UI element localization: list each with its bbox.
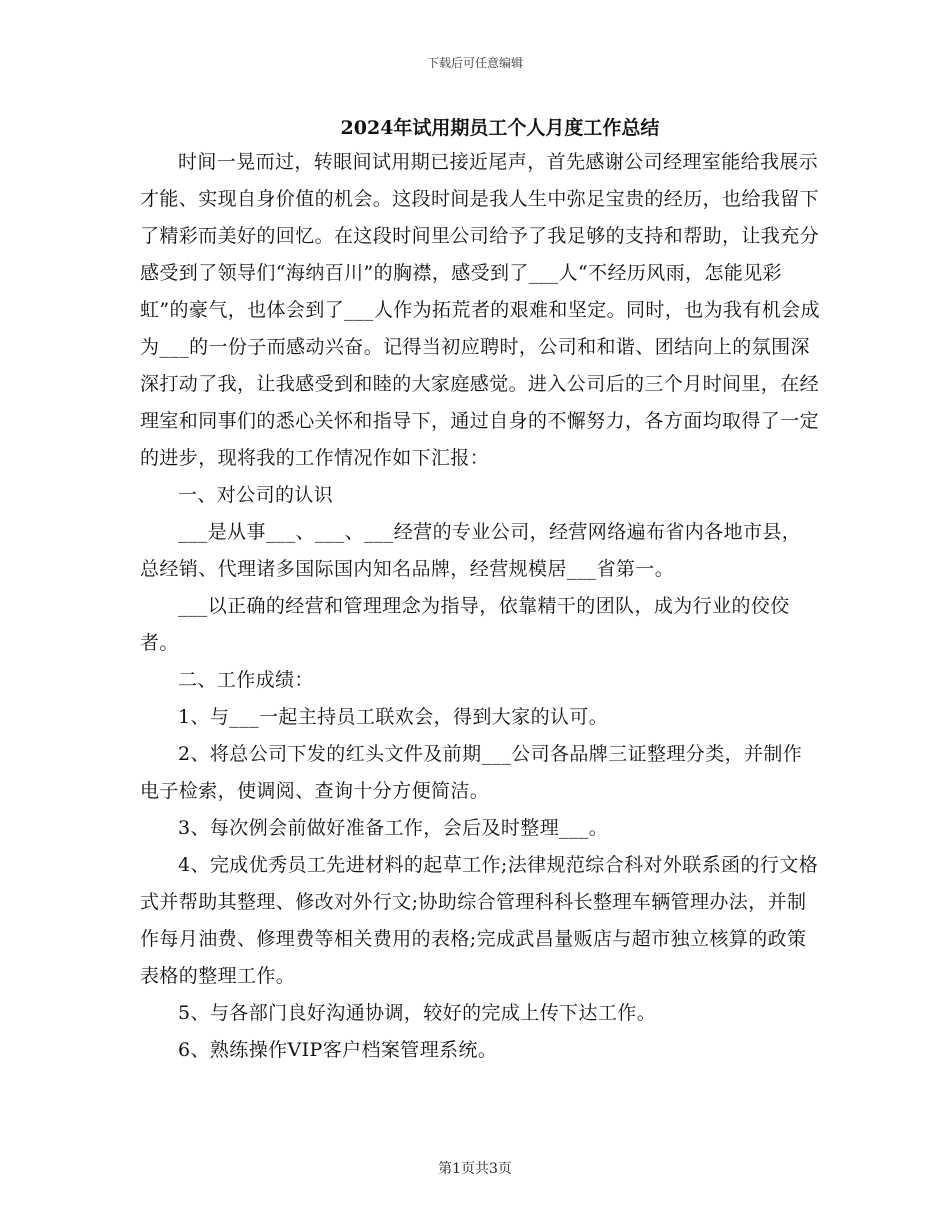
- achievement-item: 6、熟练操作VIP客户档案管理系统。: [178, 1039, 498, 1061]
- download-note: 下载后可任意编辑: [426, 56, 523, 70]
- achievement-item: 4、完成优秀员工先进材料的起草工作;法律规范综合科对外联系函的行文格式并帮助其整理、修改对外行文;协助综合管理科科长整理车辆管理办法，并制作每月油费、修理费等相关费用的表格;完成武昌量贩店与超市独立核算的政策表格的整理工作。: [140, 854, 819, 987]
- achievement-item: 2、将总公司下发的红头文件及前期___公司各品牌三证整理分类，并制作电子检索，使调阅、查询十分方便简洁。: [140, 743, 803, 802]
- achievement-item: 1、与___一起主持员工联欢会，得到大家的认可。: [178, 706, 609, 728]
- document-body: [140, 144, 820, 1069]
- achievement-item: 5、与各部门良好沟通协调，较好的完成上传下达工作。: [178, 1002, 657, 1024]
- section-heading-company: 一、对公司的认识: [178, 484, 334, 506]
- company-philosophy-paragraph: ___以正确的经营和管理理念为指导，依靠精干的团队，成为行业的佼佼者。: [140, 595, 790, 654]
- intro-paragraph: 时间一晃而过，转眼间试用期已接近尾声，首先感谢公司经理室能给我展示才能、实现自身价值的机会。这段时间是我人生中弥足宝贵的经历，也给我留下了精彩而美好的回忆。在这段时间里公司给予了我足够的支持和帮助，让我充分感受到了领导们“海纳百川”的胸襟，感受到了___人“不经历风雨，怎能见彩虹”的豪气，也体会到了___人作为拓荒者的艰难和坚定。同时，也为我有机会成为___的一份子而感动兴奋。记得当初应聘时，公司和和谐、团结向上的氛围深深打动了我，让我感受到和睦的大家庭感觉。进入公司后的三个月时间里，在经理室和同事们的悉心关怀和指导下，通过自身的不懈努力，各方面均取得了一定的进步，现将我的工作情况作如下汇报：: [140, 151, 821, 469]
- section-heading-achievements: 二、工作成绩：: [178, 669, 314, 691]
- page-number: 第1页共3页: [438, 1161, 512, 1177]
- achievement-item: 3、每次例会前做好准备工作，会后及时整理___。: [178, 817, 609, 839]
- company-description-paragraph: ___是从事___、___、___经营的专业公司，经营网络遍布省内各地市县，总经销、代理诸多国际国内知名品牌，经营规模居___省第一。: [140, 521, 802, 580]
- document-title: 2024年试用期员工个人月度工作总结: [340, 117, 660, 139]
